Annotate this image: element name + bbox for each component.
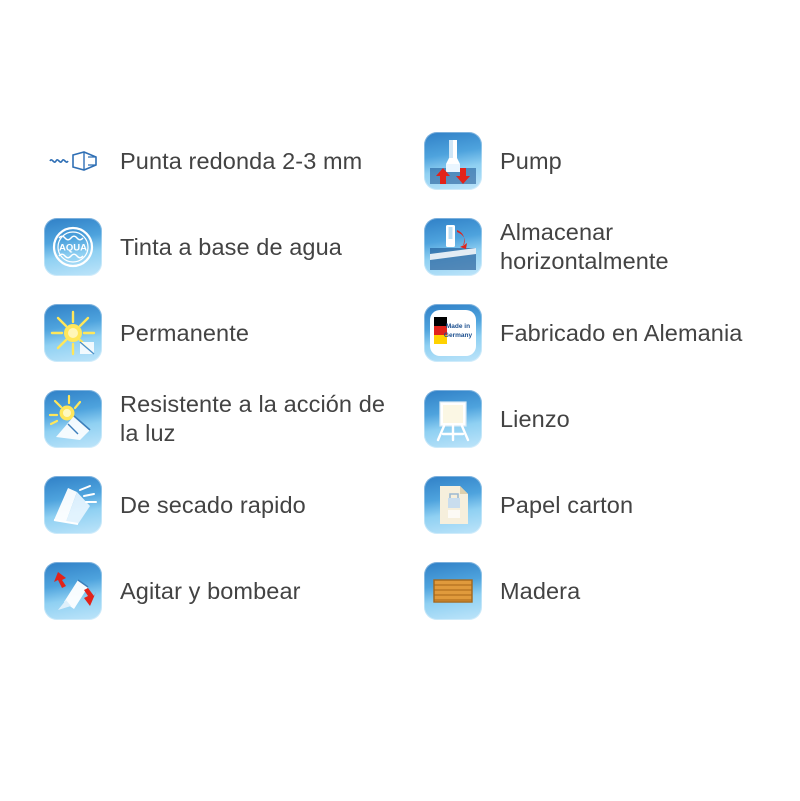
permanent-sun-icon <box>44 304 102 362</box>
feature-label: Madera <box>500 577 581 604</box>
feature-label: Agitar y bombear <box>120 577 301 604</box>
feature-item <box>44 118 410 204</box>
made-in-text: Made in <box>445 323 471 330</box>
quick-drying-icon <box>44 476 102 534</box>
round-nib-2-3mm-icon <box>44 132 102 190</box>
feature-item <box>44 548 410 634</box>
feature-label: Papel carton <box>500 491 634 518</box>
feature-item <box>424 204 800 290</box>
feature-item <box>424 376 800 462</box>
feature-item <box>424 548 800 634</box>
feature-item <box>44 290 410 376</box>
feature-item <box>44 204 410 290</box>
store-horizontally-icon <box>424 218 482 276</box>
canvas-easel-icon <box>424 390 482 448</box>
feature-label: Punta redonda 2-3 mm <box>120 147 363 174</box>
feature-item <box>424 290 800 376</box>
made-in-germany-icon <box>424 304 482 362</box>
feature-label: De secado rapido <box>120 491 306 518</box>
feature-label: Almacenar horizontalmente <box>500 219 669 274</box>
feature-label: Lienzo <box>500 405 570 432</box>
aqua-text: AQUA <box>59 242 87 254</box>
feature-column-right <box>410 118 800 634</box>
feature-columns <box>0 118 800 634</box>
feature-column-left <box>0 118 410 634</box>
wood-icon <box>424 562 482 620</box>
pump-icon <box>424 132 482 190</box>
feature-item <box>424 462 800 548</box>
feature-label: Resistente a la acción de la luz <box>120 391 386 446</box>
feature-label: Permanente <box>120 319 250 346</box>
feature-item <box>424 118 800 204</box>
feature-label: Pump <box>500 147 562 174</box>
feature-label: Fabricado en Alemania <box>500 319 743 346</box>
feature-item <box>44 462 410 548</box>
feature-item <box>44 376 410 462</box>
germany-text: Germany <box>443 332 473 339</box>
shake-and-pump-icon <box>44 562 102 620</box>
feature-label: Tinta a base de agua <box>120 233 342 260</box>
cardboard-paper-icon <box>424 476 482 534</box>
aqua-water-based-ink-icon <box>44 218 102 276</box>
lightfast-icon <box>44 390 102 448</box>
